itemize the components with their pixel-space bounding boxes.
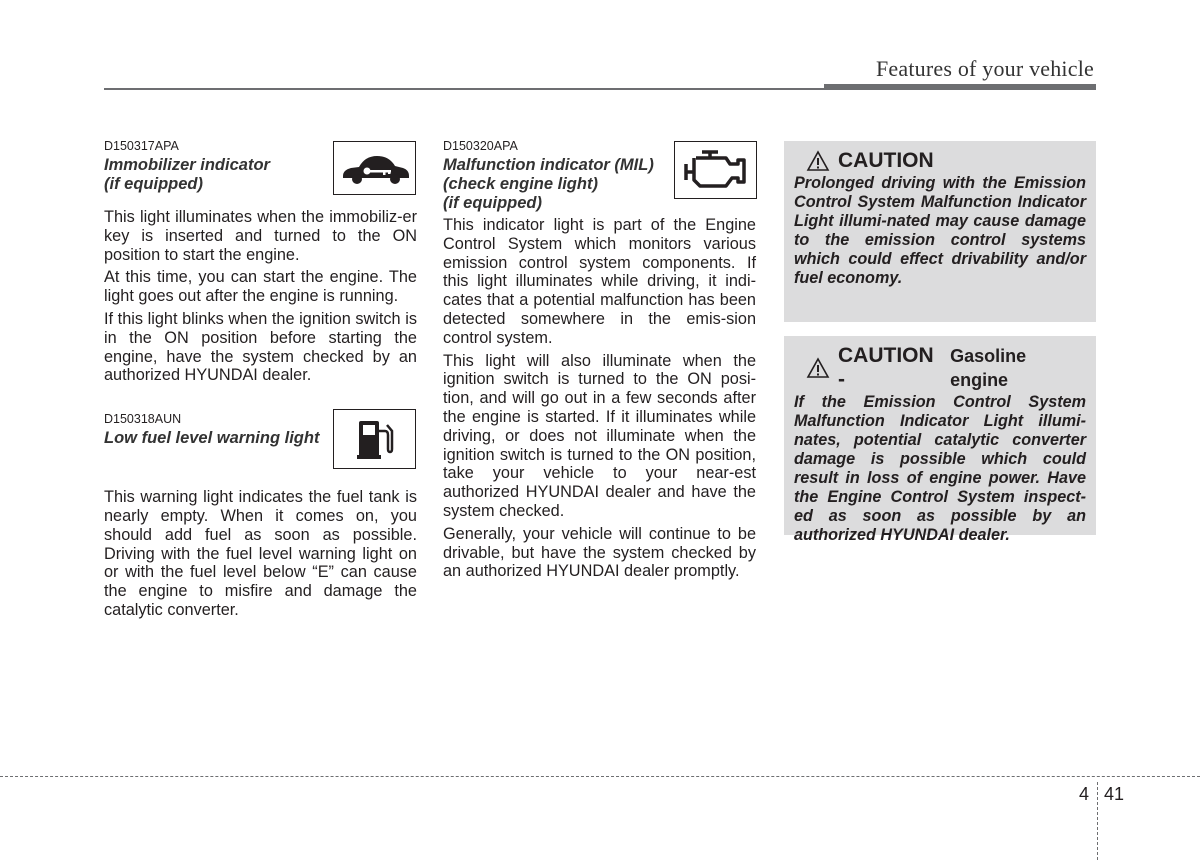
warning-triangle-icon <box>806 357 830 379</box>
caution-box <box>784 141 1096 322</box>
title-line: (if equipped) <box>443 194 542 212</box>
paragraph: This indicator light is part of the Engine Control System which monitors various emission control system components. If this light illuminates while driving, it indi-cates that a potential malfunction has been detected somewhere in the emis-sion control system. <box>443 216 756 347</box>
footer-rule <box>0 776 1200 777</box>
chapter-number: 4 <box>1079 784 1090 804</box>
section-code: D150317APA <box>104 139 179 153</box>
title-line: (check engine light) <box>443 175 598 193</box>
footer-divider <box>1097 782 1098 860</box>
page-number: 41 <box>1104 784 1125 804</box>
caution-box-gasoline <box>784 336 1096 544</box>
column-middle <box>443 138 756 585</box>
column-left <box>104 138 417 624</box>
paragraph: This light will also illuminate when the ignition switch is turned to the ON posi-tion, and will go out in a few seconds after the engine is started. If it illuminates while driving, or does not illuminate when the ignition switch is turned to the ON position, take your vehicle to your near-est authorized HYUNDAI dealer and have the system checked. <box>443 351 756 520</box>
mil-section <box>443 138 756 581</box>
header-rule <box>104 88 824 90</box>
paragraph: If this light blinks when the ignition switch is in the ON position before starting the engine, have the system checked by an authorized HYUNDAI dealer. <box>104 309 417 385</box>
paragraph: Generally, your vehicle will continue to be drivable, but have the system checked by an authorized HYUNDAI dealer promptly. <box>443 524 756 581</box>
section-title: Low fuel level warning light <box>104 429 320 448</box>
caution-text: Prolonged driving with the Emission Control System Malfunction Indicator Light illumi-nated may cause damage to the emission control systems which could effect drivability and/or fuel economy. <box>794 174 1086 287</box>
title-line: Malfunction indicator (MIL) <box>443 156 654 174</box>
page-header-title: Features of your vehicle <box>875 56 1094 81</box>
column-right <box>784 141 1096 544</box>
caution-label: CAUTION - <box>838 344 934 391</box>
title-line: (if equipped) <box>104 175 203 193</box>
warning-triangle-icon <box>806 150 830 172</box>
section-title <box>104 156 324 194</box>
paragraph: This warning light indicates the fuel tank is nearly empty. When it comes on, you should add fuel as soon as possible. Driving with the fuel level warning light on or with the fuel level below “E” can cause the engine to misfire and damage the catalytic converter. <box>104 488 417 619</box>
low-fuel-icon-box <box>333 409 416 469</box>
section-code: D150318AUN <box>104 412 182 427</box>
title-line: Immobilizer indicator <box>104 156 270 174</box>
caution-subheading: Gasoline engine <box>950 346 1027 390</box>
fuel-pump-icon <box>355 417 395 461</box>
paragraph: This light illuminates when the immobiliz-er key is inserted and turned to the ON position to start the engine. <box>104 208 417 264</box>
car-key-icon <box>339 150 411 186</box>
caution-heading <box>806 344 1086 392</box>
header-rule-accent <box>824 84 1096 90</box>
caution-label: CAUTION <box>838 149 934 172</box>
paragraph: At this time, you can start the engine. The light goes out after the engine is running. <box>104 268 417 306</box>
immobilizer-section <box>104 138 417 385</box>
caution-text: If the Emission Control System Malfunction Indicator Light illumi-nates, potential catalytic converter damage is possible which could result in loss of engine power. Have the Engine Control System inspect-ed as soon as possible by an authorized HYUNDAI dealer. <box>794 393 1086 544</box>
immobilizer-icon-box <box>333 141 416 195</box>
low-fuel-section <box>104 411 417 620</box>
mil-icon-box <box>674 141 757 199</box>
section-code: D150320APA <box>443 139 518 153</box>
caution-heading <box>806 149 1086 173</box>
engine-icon <box>682 148 750 192</box>
